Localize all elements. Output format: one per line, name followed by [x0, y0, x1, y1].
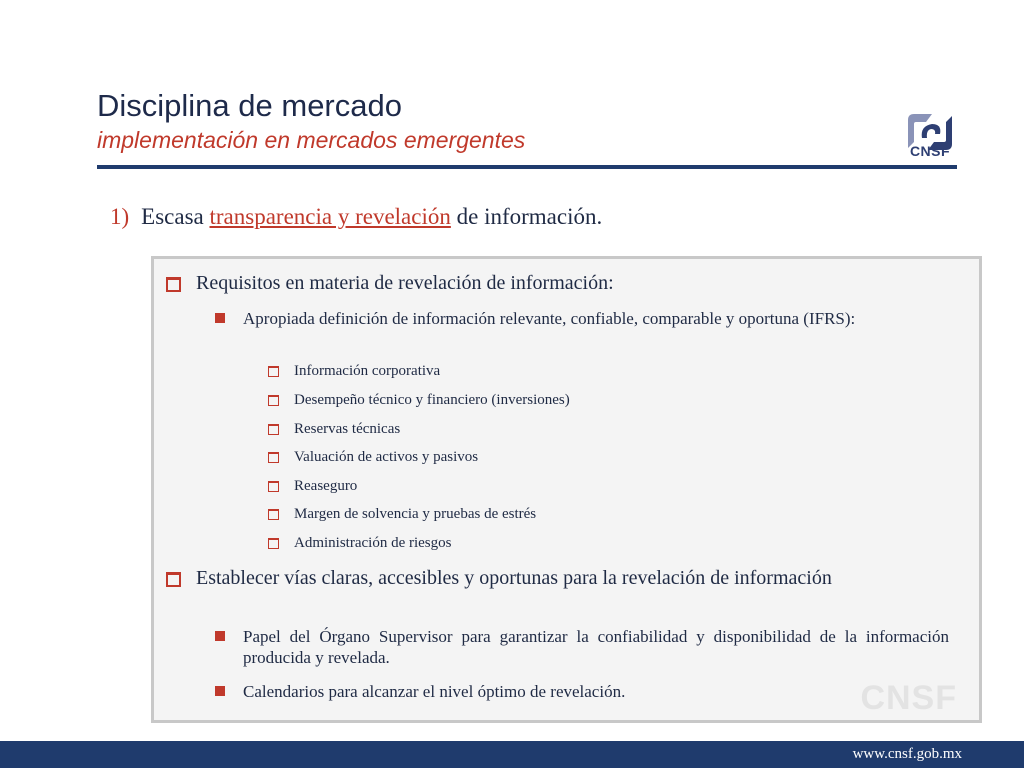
list-item-text: Apropiada definición de información relevante, confiable, comparable y oportuna (IFRS):: [243, 309, 856, 328]
hollow-square-bullet-icon: [268, 538, 279, 549]
hollow-square-bullet-icon: [268, 424, 279, 435]
section-label: Establecer vías claras, accesibles y oportunas para la revelación de información: [196, 567, 832, 589]
slide-subtitle: implementación en mercados emergentes: [97, 127, 526, 153]
sub-item-text: Margen de solvencia y pruebas de estrés: [294, 506, 537, 522]
filled-square-bullet-icon: [215, 313, 225, 323]
point-text-post: de información.: [450, 204, 603, 229]
hollow-square-bullet-icon: [268, 481, 279, 492]
sub-item-text: Valuación de activos y pasivos: [294, 449, 479, 465]
filled-square-bullet-icon: [215, 686, 225, 696]
list-item-text: Calendarios para alcanzar el nivel óptimo de revelación.: [243, 682, 626, 701]
section-establecer: [166, 566, 949, 590]
list-item: [243, 626, 949, 668]
hollow-square-bullet-icon: [166, 572, 181, 587]
footer-bar: [0, 741, 1024, 768]
hollow-square-bullet-icon: [166, 277, 181, 292]
filled-square-bullet-icon: [215, 631, 225, 641]
point-text-pre: Escasa: [141, 204, 210, 229]
sub-item: [294, 533, 949, 553]
hollow-square-bullet-icon: [268, 395, 279, 406]
content-box: [151, 256, 982, 723]
hollow-square-bullet-icon: [268, 366, 279, 377]
point-link-text[interactable]: transparencia y revelación: [209, 204, 451, 229]
list-item-text: Papel del Órgano Supervisor para garantizar la confiabilidad y disponibilidad de la información producida y revelada.: [243, 627, 949, 667]
sub-item-text: Reservas técnicas: [294, 421, 401, 437]
sub-item: [294, 447, 949, 467]
logo-wordmark: CNSF: [909, 143, 951, 159]
main-point: [110, 204, 602, 230]
list-item: [243, 681, 949, 702]
section-requisitos: [166, 271, 949, 295]
sub-item: [294, 361, 949, 381]
sub-item: [294, 390, 949, 410]
hollow-square-bullet-icon: [268, 509, 279, 520]
footer-website-link[interactable]: www.cnsf.gob.mx: [852, 746, 962, 762]
sub-item-text: Reaseguro: [294, 478, 358, 494]
title-divider: [97, 165, 957, 169]
hollow-square-bullet-icon: [268, 452, 279, 463]
sub-item-text: Desempeño técnico y financiero (inversiones): [294, 392, 570, 408]
list-item: [243, 308, 949, 329]
sub-item: [294, 476, 949, 496]
sub-item-text: Administración de riesgos: [294, 535, 452, 551]
section-label: Requisitos en materia de revelación de información:: [196, 272, 614, 294]
cnsf-watermark: CNSF: [860, 679, 957, 717]
sub-item: [294, 504, 949, 524]
sub-item: [294, 419, 949, 439]
point-number: 1): [110, 204, 130, 229]
slide-title: Disciplina de mercado: [97, 88, 402, 123]
sub-item-text: Información corporativa: [294, 363, 441, 379]
